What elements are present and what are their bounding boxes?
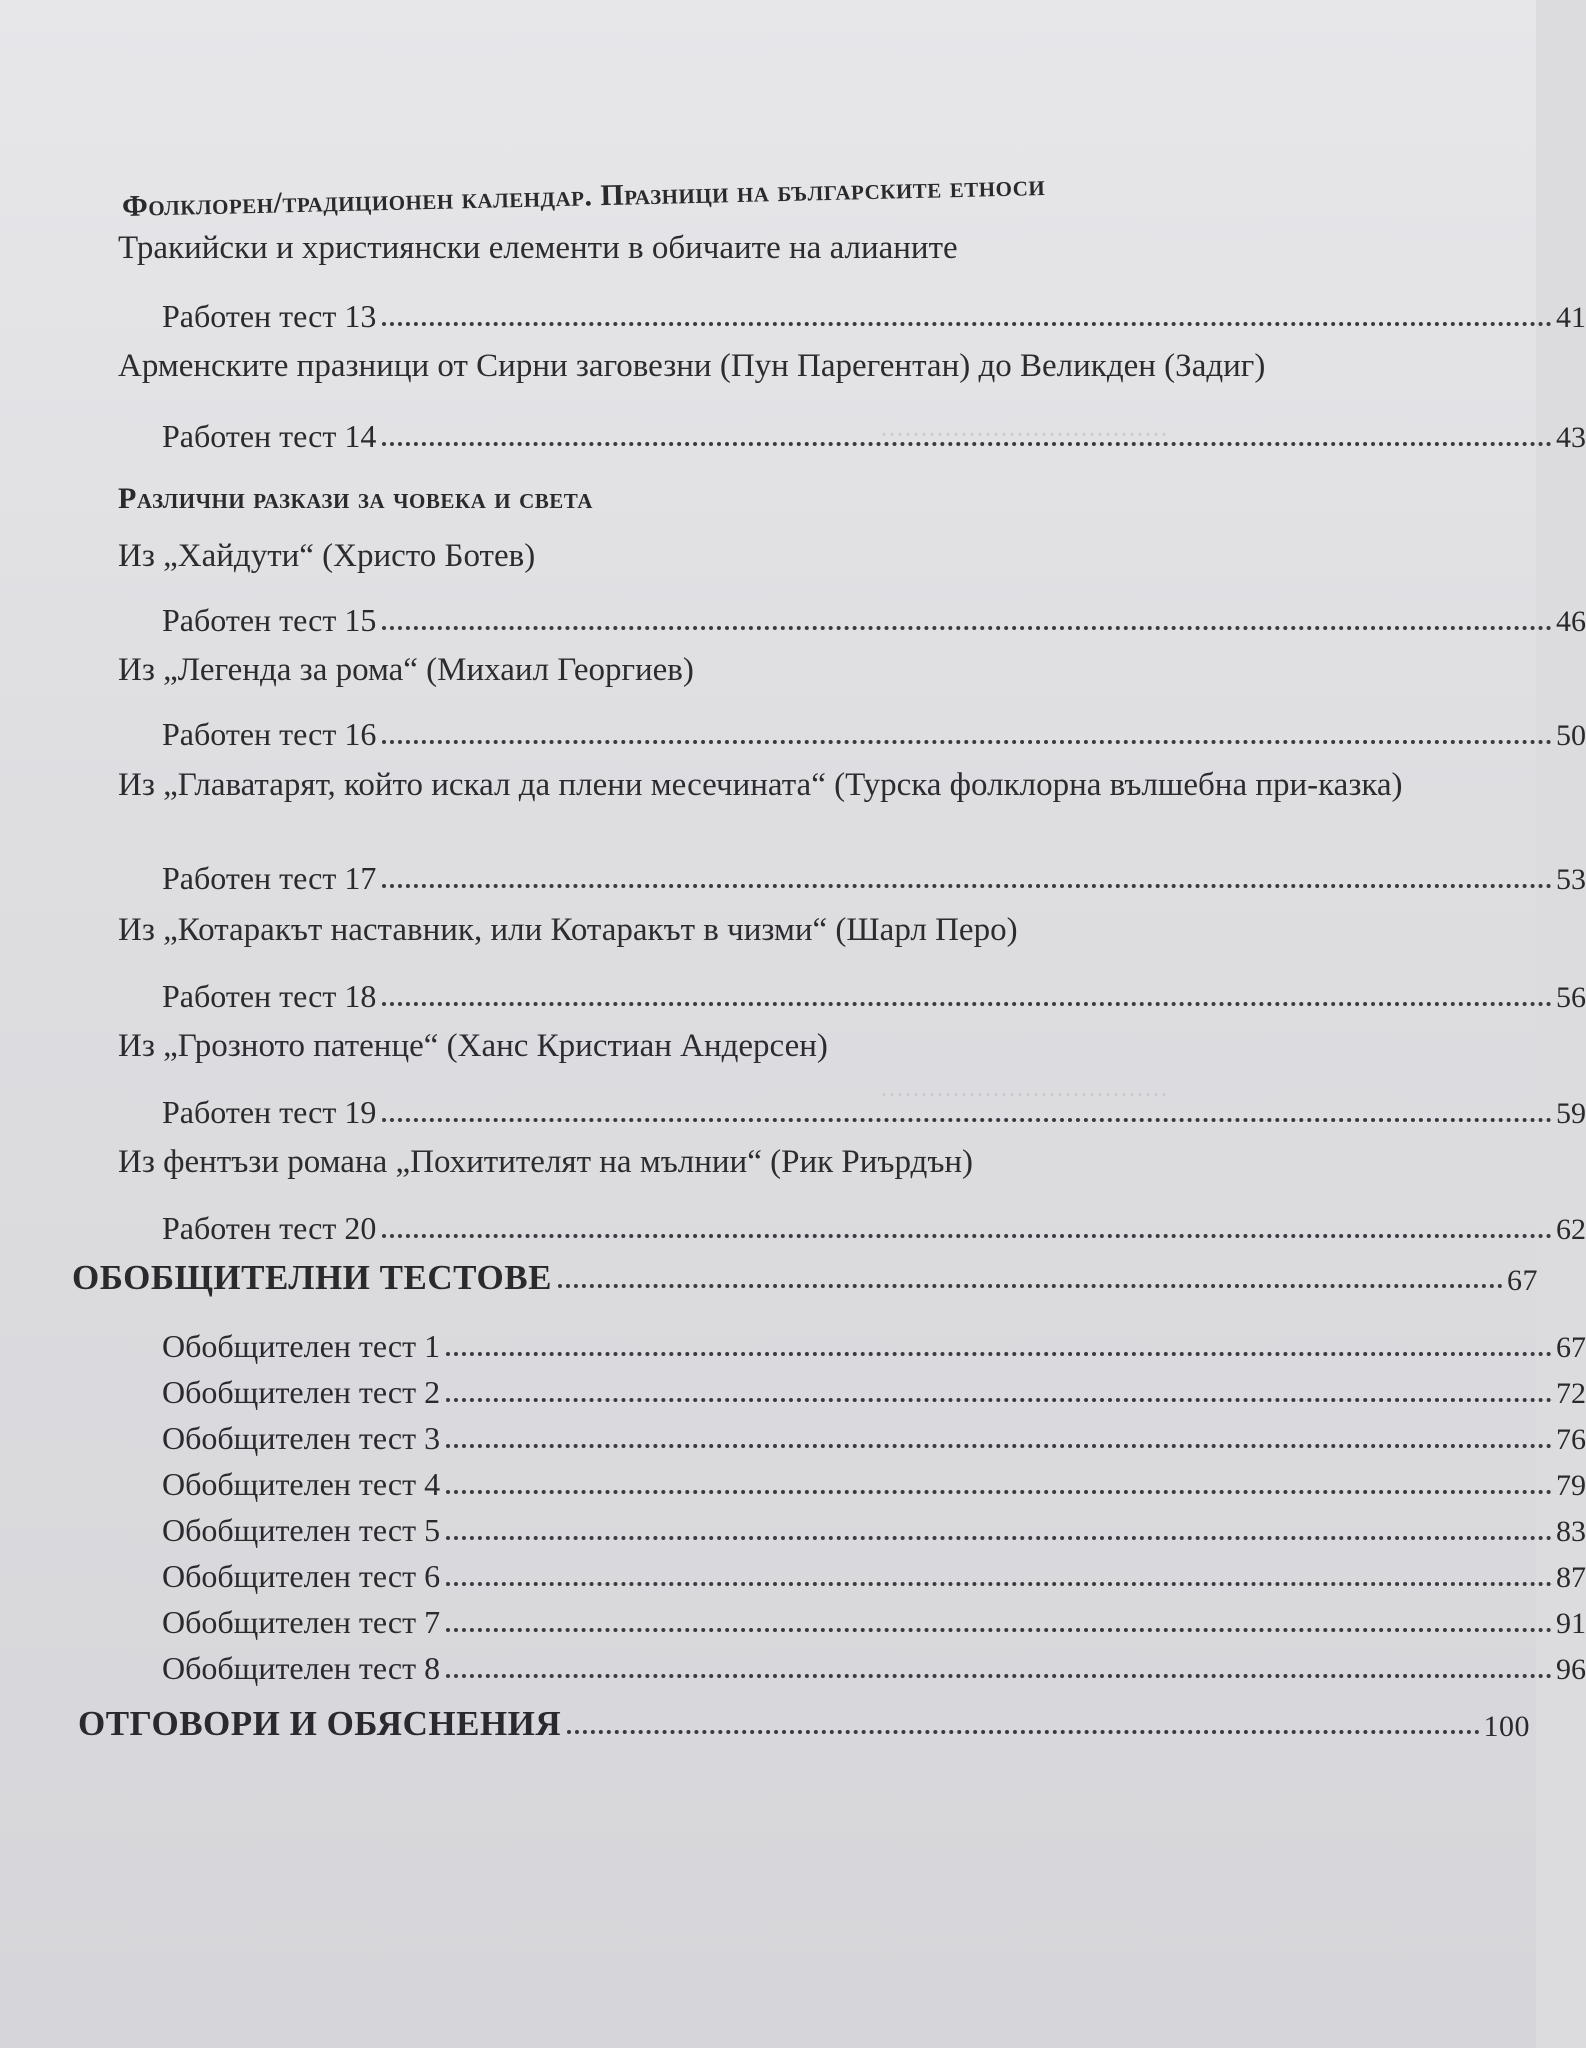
toc-entry[interactable] bbox=[162, 1328, 1586, 1365]
topic-title: Из „Легенда за рома“ (Михаил Георгиев) bbox=[118, 652, 694, 688]
dot-leader bbox=[382, 625, 1552, 630]
show-through-text: ⋯⋯⋯⋯⋯⋯⋯⋯⋯⋯⋯⋯ bbox=[880, 422, 1168, 448]
dot-leader bbox=[446, 1673, 1552, 1678]
dot-leader bbox=[382, 1233, 1552, 1238]
topic-title: Арменските празници от Сирни заговезни (Пун Парегентан) до Великден (Задиг) bbox=[118, 348, 1266, 384]
page-number: 91 bbox=[1556, 1607, 1586, 1640]
toc-entry[interactable] bbox=[162, 716, 1586, 753]
toc-entry[interactable] bbox=[162, 602, 1586, 639]
toc-entry[interactable] bbox=[162, 1558, 1586, 1595]
toc-entry[interactable] bbox=[162, 1094, 1586, 1131]
page-number: 67 bbox=[1507, 1264, 1538, 1297]
toc-entry[interactable] bbox=[162, 418, 1586, 455]
entry-label: Обобщителен тест 7 bbox=[162, 1604, 441, 1640]
dot-leader bbox=[446, 1535, 1552, 1540]
entry-label: Обобщителен тест 3 bbox=[162, 1420, 441, 1456]
topic-title: Из „Хайдути“ (Христо Ботев) bbox=[118, 538, 536, 574]
section-heading-folklore: Фолклорен/традиционен календар. Празници на българските етноси bbox=[121, 169, 1046, 223]
page-number: 53 bbox=[1556, 863, 1586, 896]
major-label: ОТГОВОРИ И ОБЯСНЕНИЯ bbox=[78, 1704, 562, 1743]
dot-leader bbox=[567, 1729, 1479, 1734]
entry-label: Работен тест 15 bbox=[162, 602, 377, 638]
entry-label: Работен тест 14 bbox=[162, 418, 377, 454]
entry-label: Работен тест 19 bbox=[162, 1094, 377, 1130]
dot-leader bbox=[446, 1351, 1552, 1356]
dot-leader bbox=[446, 1489, 1552, 1494]
topic-title: Из „Грозното патенце“ (Ханс Кристиан Андерсен) bbox=[118, 1028, 828, 1064]
toc-entry[interactable] bbox=[162, 1512, 1586, 1549]
page-number: 46 bbox=[1556, 605, 1586, 638]
dot-leader bbox=[446, 1581, 1552, 1586]
show-through-text: ⋯⋯⋯⋯⋯⋯⋯⋯⋯⋯⋯⋯ bbox=[880, 1082, 1168, 1108]
toc-entry[interactable] bbox=[162, 298, 1586, 335]
dot-leader bbox=[558, 1283, 1503, 1288]
dot-leader bbox=[446, 1443, 1552, 1448]
page-number: 87 bbox=[1556, 1561, 1586, 1594]
page-number: 56 bbox=[1556, 981, 1586, 1014]
entry-label: Обобщителен тест 5 bbox=[162, 1512, 441, 1548]
dot-leader bbox=[382, 883, 1552, 888]
page-number: 59 bbox=[1556, 1097, 1586, 1130]
entry-label: Обобщителен тест 4 bbox=[162, 1466, 441, 1502]
topic-title: Из фентъзи романа „Похитителят на мълнии“ (Рик Риърдън) bbox=[118, 1144, 974, 1180]
page-number: 62 bbox=[1556, 1213, 1586, 1246]
entry-label: Работен тест 16 bbox=[162, 716, 377, 752]
summary-tests-heading[interactable] bbox=[72, 1258, 1538, 1298]
entry-label: Обобщителен тест 1 bbox=[162, 1328, 441, 1364]
toc-entry[interactable] bbox=[162, 860, 1586, 897]
entry-label: Обобщителен тест 6 bbox=[162, 1558, 441, 1594]
major-label: ОБОБЩИТЕЛНИ ТЕСТОВЕ bbox=[72, 1258, 552, 1297]
topic-title: Тракийски и християнски елементи в обичаите на алианите bbox=[118, 230, 958, 266]
toc-entry[interactable] bbox=[162, 1466, 1586, 1503]
toc-entry[interactable] bbox=[162, 1420, 1586, 1457]
page-number: 67 bbox=[1556, 1331, 1586, 1364]
page-number: 100 bbox=[1483, 1710, 1530, 1743]
toc-entry[interactable] bbox=[162, 1604, 1586, 1641]
dot-leader bbox=[382, 441, 1552, 446]
dot-leader bbox=[382, 739, 1552, 744]
toc-entry[interactable] bbox=[162, 1374, 1586, 1411]
entry-label: Работен тест 17 bbox=[162, 860, 377, 896]
entry-label: Работен тест 20 bbox=[162, 1210, 377, 1246]
page-number: 76 bbox=[1556, 1423, 1586, 1456]
page-number: 41 bbox=[1556, 301, 1586, 334]
page-number: 83 bbox=[1556, 1515, 1586, 1548]
dot-leader bbox=[446, 1397, 1552, 1402]
page-number: 79 bbox=[1556, 1469, 1586, 1502]
entry-label: Обобщителен тест 8 bbox=[162, 1650, 441, 1686]
topic-title: Из „Котаракът наставник, или Котаракът в чизми“ (Шарл Перо) bbox=[118, 912, 1018, 948]
page-number: 72 bbox=[1556, 1377, 1586, 1410]
section-heading-stories: Различни разкази за човека и света bbox=[118, 482, 593, 515]
answers-heading[interactable] bbox=[78, 1704, 1530, 1744]
entry-label: Работен тест 13 bbox=[162, 298, 377, 334]
page-number: 43 bbox=[1556, 421, 1586, 454]
dot-leader bbox=[382, 321, 1552, 326]
dot-leader bbox=[382, 1117, 1552, 1122]
dot-leader bbox=[382, 1001, 1552, 1006]
toc-entry[interactable] bbox=[162, 1210, 1586, 1247]
page-number: 96 bbox=[1556, 1653, 1586, 1686]
toc-entry[interactable] bbox=[162, 978, 1586, 1015]
toc-entry[interactable] bbox=[162, 1650, 1586, 1687]
page-number: 50 bbox=[1556, 719, 1586, 752]
entry-label: Обобщителен тест 2 bbox=[162, 1374, 441, 1410]
dot-leader bbox=[446, 1627, 1552, 1632]
entry-label: Работен тест 18 bbox=[162, 978, 377, 1014]
topic-title: Из „Главатарят, който искал да плени месечината“ (Турска фолклорна вълшебна при-казка) bbox=[118, 767, 1403, 803]
